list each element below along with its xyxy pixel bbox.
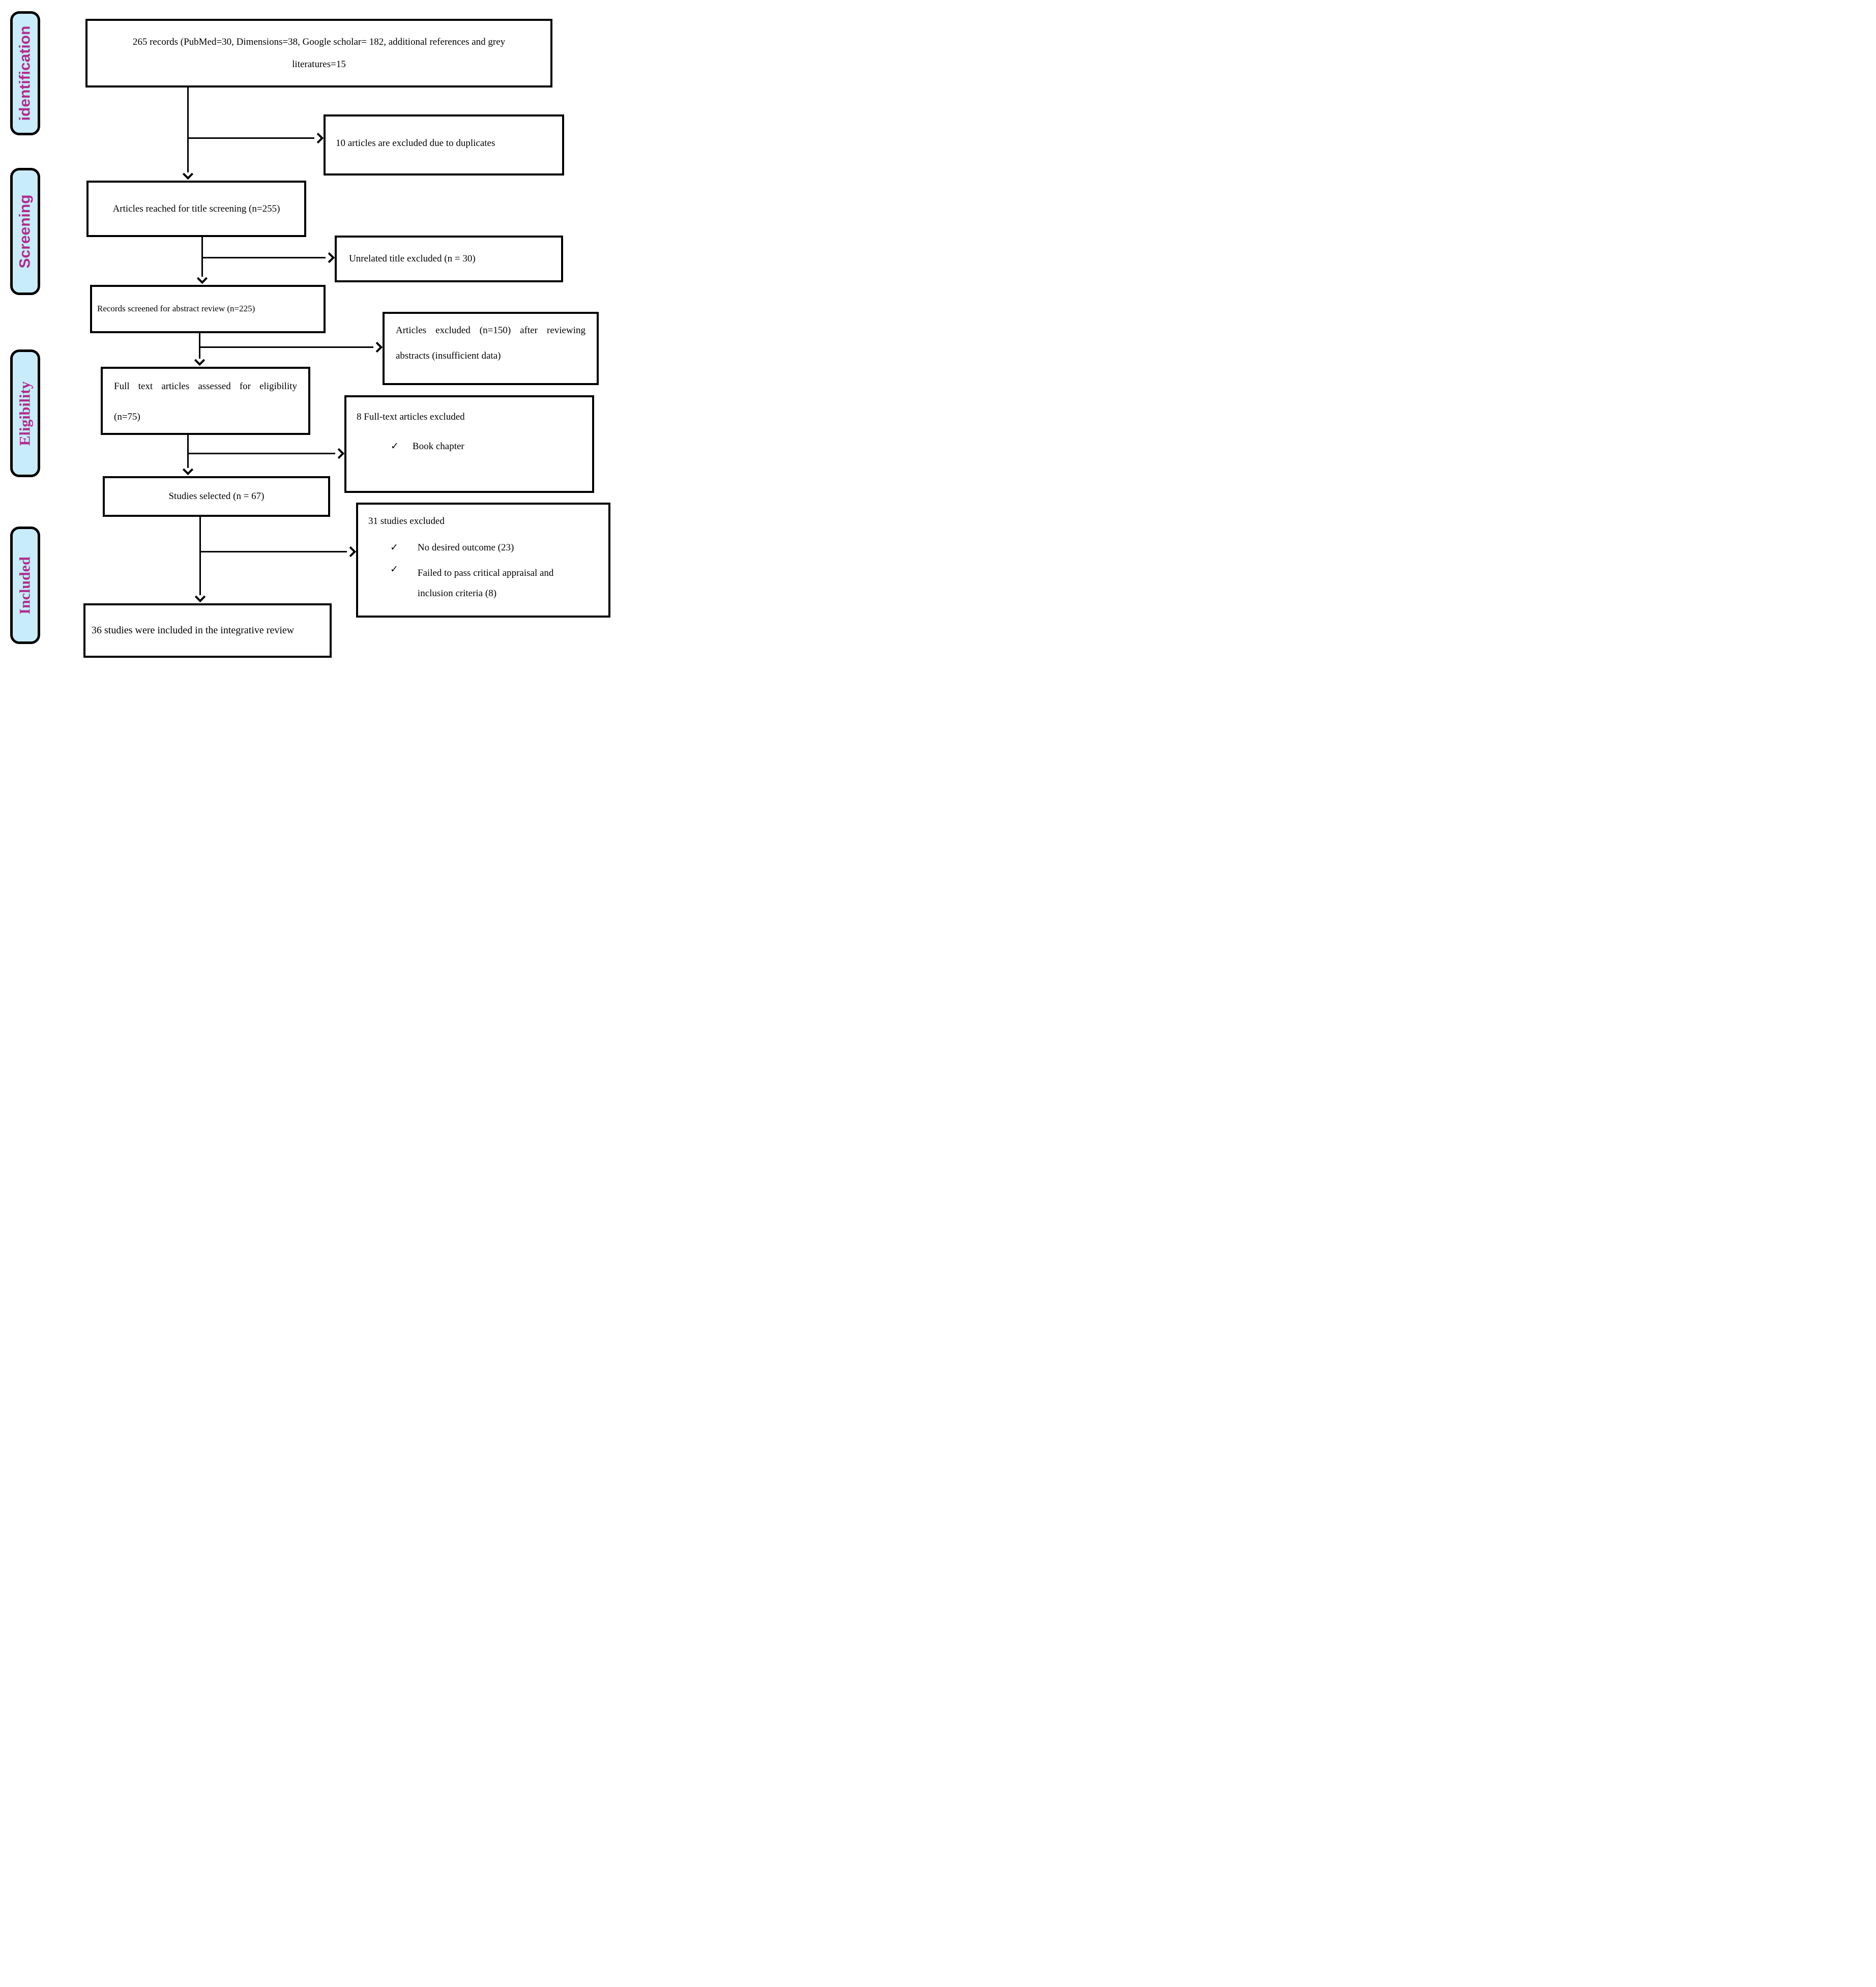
box-text: 10 articles are excluded due to duplicates [336, 138, 495, 149]
box-excluded-abstracts [383, 312, 599, 385]
check-icon: ✓ [390, 542, 398, 553]
box-text-line2: abstracts (insufficient data) [396, 350, 501, 361]
connector-branch-fulltext-excluded [188, 453, 335, 454]
box-text: Studies selected (n = 67) [168, 491, 265, 502]
arrow-down-icon [197, 273, 208, 284]
arrow-down-icon [195, 592, 206, 602]
connector-branch-abstract-excluded [199, 346, 373, 348]
arrow-right-icon [324, 252, 335, 263]
arrow-down-icon [183, 169, 193, 180]
connector-branch-unrelated [202, 257, 326, 258]
stage-label-included [10, 527, 40, 644]
box-excluded-unrelated-title [335, 236, 563, 282]
arrow-right-icon [334, 448, 344, 459]
stage-label-screening [10, 168, 40, 295]
box-studies-selected [103, 476, 330, 517]
arrow-right-icon [313, 133, 324, 143]
box-title: 31 studies excluded [368, 516, 445, 527]
box-excluded-studies [356, 503, 610, 618]
check-icon: ✓ [391, 441, 399, 452]
stage-label-eligibility [10, 349, 40, 477]
excluded-item [390, 563, 598, 604]
stage-label-text: identification [16, 25, 34, 121]
excluded-item-text: Book chapter [412, 441, 464, 452]
arrow-down-icon [183, 464, 193, 475]
box-records-identified [85, 19, 552, 87]
stage-label-text: Screening [16, 194, 34, 269]
stage-label-text: Eligibility [16, 381, 34, 446]
connector-selected-to-included [199, 517, 201, 595]
excluded-item-text: Failed to pass critical appraisal and inclusion criteria (8) [417, 568, 554, 599]
box-text-line1: Full text articles assessed for eligibility [114, 381, 297, 392]
box-fulltext-assessed [101, 367, 310, 435]
box-excluded-duplicates [324, 114, 564, 176]
box-text: Unrelated title excluded (n = 30) [349, 253, 476, 265]
box-excluded-fulltext [344, 395, 594, 493]
connector-branch-duplicates [188, 137, 314, 139]
box-abstract-review [90, 285, 326, 333]
arrow-right-icon [345, 546, 356, 557]
arrow-right-icon [372, 342, 383, 353]
excluded-item [390, 541, 598, 554]
stage-label-identification [10, 11, 40, 135]
box-text: 265 records (PubMed=30, Dimensions=38, Google scholar= 182, additional references and grey literatures=15 [132, 36, 506, 70]
box-text-line1: Articles excluded (n=150) after reviewing [396, 325, 585, 336]
check-icon: ✓ [390, 564, 398, 575]
box-studies-included [83, 603, 332, 658]
box-title: 8 Full-text articles excluded [357, 412, 465, 422]
flow-diagram [0, 0, 625, 662]
box-text: Articles reached for title screening (n=255) [112, 203, 280, 214]
connector-records-to-title [187, 87, 189, 172]
connector-branch-studies-excluded [200, 551, 347, 552]
box-text: 36 studies were included in the integrative review [92, 625, 295, 636]
excluded-item-text: No desired outcome (23) [417, 542, 514, 553]
excluded-item [391, 440, 582, 453]
arrow-down-icon [194, 355, 205, 366]
stage-label-text: Included [16, 556, 34, 615]
box-text: Records screened for abstract review (n=225) [97, 304, 255, 314]
box-text-line2: (n=75) [114, 411, 140, 422]
box-title-screening [86, 181, 306, 237]
connector-fulltext-to-selected [187, 435, 189, 468]
